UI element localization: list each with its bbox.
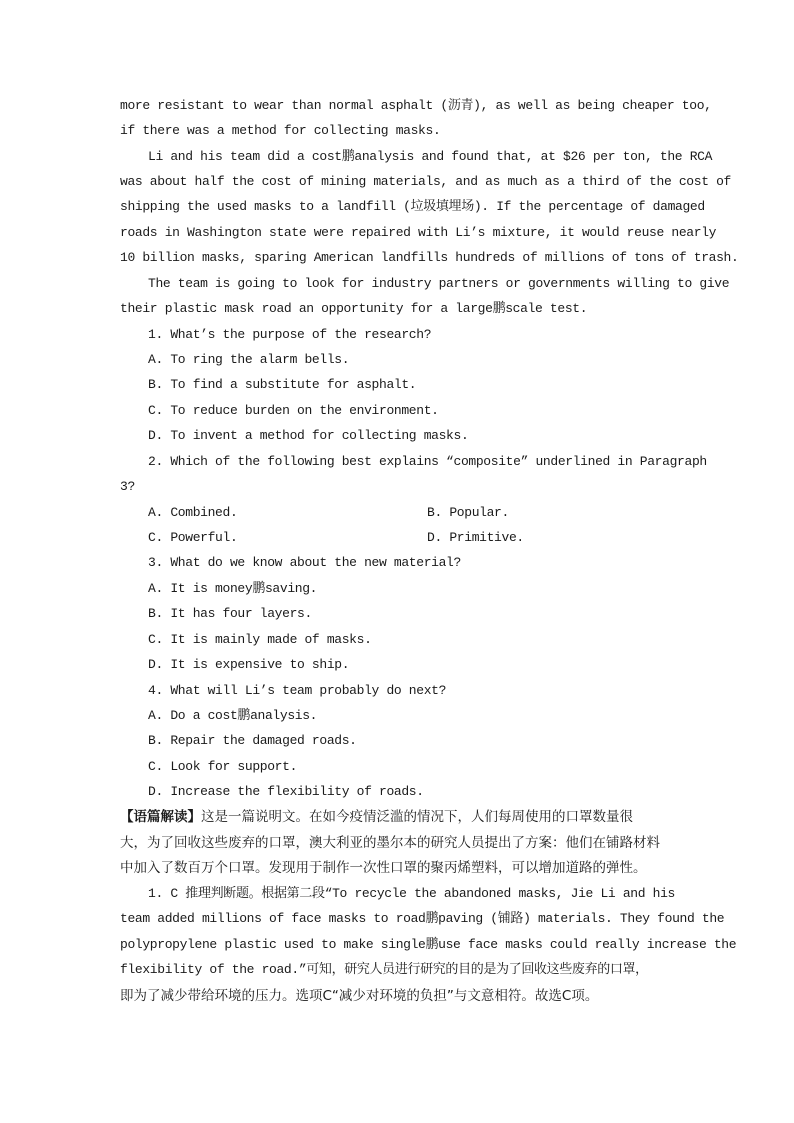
question-2-stem-cont: 3? <box>120 479 135 494</box>
passage-line: 10 billion masks, sparing American landfills hundreds of millions of tons of trash. <box>120 250 739 265</box>
question-3-stem: 3. What do we know about the new material? <box>148 555 461 570</box>
question-1-option-b: B. To find a substitute for asphalt. <box>148 377 417 392</box>
question-2-option-c: C. Powerful. <box>148 530 238 545</box>
question-4-option-b: B. Repair the damaged roads. <box>148 733 357 748</box>
question-2-option-d: D. Primitive. <box>427 530 524 545</box>
answer-line: flexibility of the road.”可知，研究人员进行研究的目的是为了回收这些废弃的口罩， <box>120 962 648 977</box>
question-1-option-c: C. To reduce burden on the environment. <box>148 403 439 418</box>
analysis-text: 这是一篇说明文。在如今疫情泛滥的情况下，人们每周使用的口罩数量很 <box>201 809 633 825</box>
passage-line: shipping the used masks to a landfill (垃圾填埋场). If the percentage of damaged <box>120 199 705 214</box>
question-4-option-a: A. Do a cost鹏analysis. <box>148 708 318 723</box>
passage-line: their plastic mask road an opportunity for a large鹏scale test. <box>120 301 588 316</box>
question-4-option-d: D. Increase the flexibility of roads. <box>148 784 424 799</box>
question-1-stem: 1. What’s the purpose of the research? <box>148 327 432 342</box>
question-3-option-b: B. It has four layers. <box>148 606 312 621</box>
answer-line: polypropylene plastic used to make single鹏use face masks could really increase the <box>120 937 737 952</box>
question-1-option-a: A. To ring the alarm bells. <box>148 352 350 367</box>
question-2-option-a: A. Combined. <box>148 505 238 520</box>
question-2-stem: 2. Which of the following best explains “composite” underlined in Paragraph <box>148 454 707 469</box>
question-3-option-c: C. It is mainly made of masks. <box>148 632 372 647</box>
analysis-tag: 【语篇解读】 <box>120 809 201 825</box>
passage-line: more resistant to wear than normal asphalt (沥青), as well as being cheaper too, <box>120 98 712 113</box>
question-3-option-a: A. It is money鹏saving. <box>148 581 318 596</box>
question-3-option-d: D. It is expensive to ship. <box>148 657 350 672</box>
analysis-line <box>120 808 676 826</box>
question-1-option-d: D. To invent a method for collecting masks. <box>148 428 469 443</box>
answer-line: team added millions of face masks to road鹏paving (铺路) materials. They found the <box>120 911 725 926</box>
question-2-option-b: B. Popular. <box>427 505 509 520</box>
passage-line: was about half the cost of mining materials, and as much as a third of the cost of <box>120 174 732 189</box>
analysis-line: 中加入了数百万个口罩。发现用于制作一次性口罩的聚丙烯塑料，可以增加道路的弹性。 <box>120 860 647 876</box>
passage-line: if there was a method for collecting masks. <box>120 123 441 138</box>
question-4-stem: 4. What will Li’s team probably do next? <box>148 683 447 698</box>
passage-line: roads in Washington state were repaired with Li’s mixture, it would reuse nearly <box>120 225 717 240</box>
passage-line: Li and his team did a cost鹏analysis and found that, at $26 per ton, the RCA <box>148 149 713 164</box>
answer-line: 即为了减少带给环境的压力。选项C“减少对环境的负担”与文意相符。故选C项。 <box>120 988 599 1004</box>
passage-line: The team is going to look for industry partners or governments willing to give <box>148 276 730 291</box>
analysis-line: 大，为了回收这些废弃的口罩，澳大利亚的墨尔本的研究人员提出了方案：他们在铺路材料 <box>120 835 660 851</box>
answer-line: 1. C 推理判断题。根据第二段“To recycle the abandoned masks, Jie Li and his <box>148 886 675 901</box>
question-4-option-c: C. Look for support. <box>148 759 298 774</box>
